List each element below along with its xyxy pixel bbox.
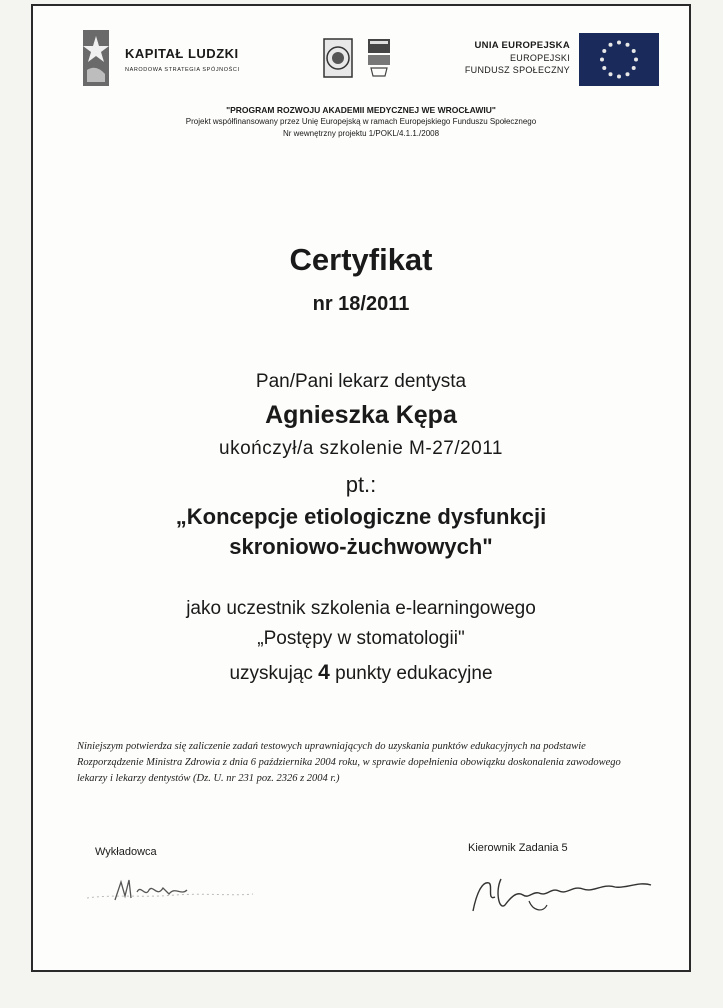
eu-line3: FUNDUSZ SPOŁECZNY <box>464 65 570 75</box>
manager-label: Kierownik Zadania 5 <box>468 842 568 854</box>
lecturer-signature <box>85 868 255 908</box>
kapital-ludzki-subtitle: NARODOWA STRATEGIA SPÓJNOŚCI <box>125 67 240 73</box>
program-header <box>33 104 689 140</box>
certificate-sheet <box>31 4 691 972</box>
university-seal-icon <box>323 38 353 78</box>
eu-star-icon <box>617 41 621 45</box>
eu-star-icon <box>626 72 630 76</box>
program-title: "PROGRAM ROZWOJU AKADEMII MEDYCZNEJ WE WROCŁAWIU" <box>226 105 496 115</box>
certificate-title: Certyfikat <box>289 242 433 277</box>
topic-line-1: „Koncepcje etiologiczne dysfunkcji <box>175 504 547 529</box>
eu-star-icon <box>609 72 613 76</box>
recipient-name: Agnieszka Kępa <box>265 401 457 429</box>
recipient-role: Pan/Pani lekarz dentysta <box>255 371 467 392</box>
points-prefix: uzyskując <box>229 663 313 684</box>
eu-star-icon <box>602 49 606 53</box>
eu-flag-icon <box>579 33 659 86</box>
program-cofinance: Projekt współfinansowany przez Unię Europejską w ramach Europejskiego Funduszu Społecznego <box>185 117 537 126</box>
points-value: 4 <box>318 661 330 684</box>
course-name: „Postępy w stomatologii" <box>257 628 465 649</box>
eu-star-icon <box>600 58 604 62</box>
topic-line-2: skroniowo-żuchwowych" <box>229 534 493 559</box>
lecturer-label: Wykładowca <box>95 846 157 858</box>
eu-star-icon <box>626 43 630 47</box>
eu-line1: UNIA EUROPEJSKA <box>474 40 570 51</box>
eu-star-icon <box>602 66 606 70</box>
eu-star-icon <box>632 49 636 53</box>
program-project-number: Nr wewnętrzny projektu 1/POKL/4.1.1./2008 <box>282 129 440 138</box>
anniversary-book-icon <box>367 38 391 78</box>
points-earned <box>33 661 689 685</box>
training-completed: ukończył/a szkolenie M-27/2011 <box>219 438 503 459</box>
legal-statement: Niniejszym potwierdza się zaliczenie zadań testowych uprawniających do uzyskania punktów edukacyjnych na podstawie Rozporządzenie Ministra Zdrowia z dnia 6 października 2004 roku, w sprawie dopełnienia obowiązku doskonalenia zawodowego lekarzy i lekarzy dentystów (Dz. U. nr 231 poz. 2326 z 2004 r.) <box>77 741 621 784</box>
participant-text: jako uczestnik szkolenia e-learningowego <box>186 598 536 619</box>
certificate-number: nr 18/2011 <box>312 293 410 315</box>
topic-prefix: pt.: <box>345 472 377 497</box>
eu-fund-text <box>465 40 570 76</box>
manager-signature <box>443 861 663 921</box>
eu-star-icon <box>617 75 621 79</box>
kapital-ludzki-title: KAPITAŁ LUDZKI <box>125 46 239 61</box>
eu-star-icon <box>632 66 636 70</box>
eu-star-icon <box>609 43 613 47</box>
kapital-ludzki-logo-icon <box>83 30 109 86</box>
eu-line2: EUROPEJSKI <box>509 53 570 63</box>
eu-star-icon <box>634 58 638 62</box>
points-suffix: punkty edukacyjne <box>335 663 493 684</box>
